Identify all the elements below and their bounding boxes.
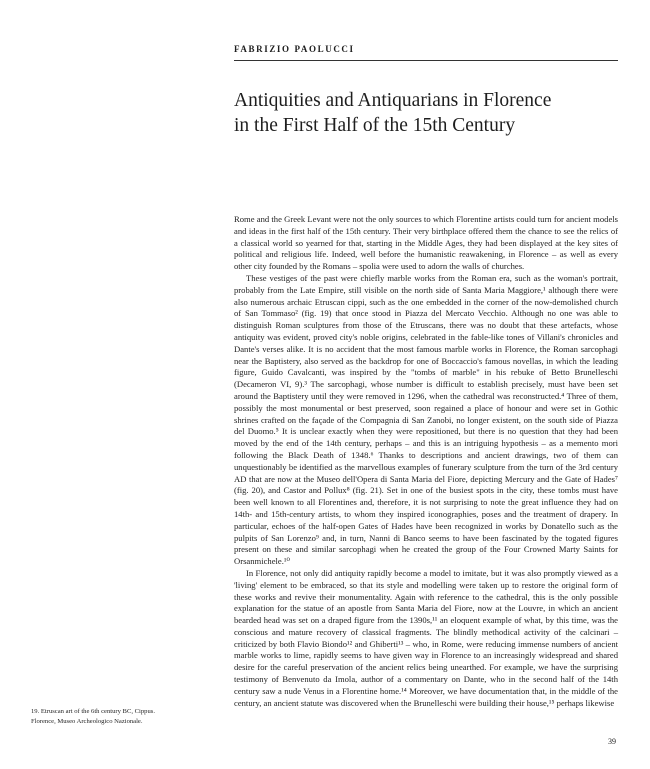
paragraph-3: In Florence, not only did antiquity rapidly become a model to imitate, but it was also promptly viewed as a 'living' element to be embraced, so that its style and modelling were taken up to restore the original form of these works and revive their monumentality. Again with reference to the cathedral, this is the only possible explanation for the statue of an apostle from Santa Maria del Fiore, now at the Louvre, in which an ancient bearded head was set on a draped figure from the 1390s,¹¹ an eloquent example of what, by this time, was the conscious and mature recovery of classical fragments. The blindly methodical activity of the calcinari – criticized by both Flavio Biondo¹² and Ghiberti¹³ – who, in Rome, were reducing immense numbers of ancient marble works to lime, rapidly seems to have given way in Florence to an increasingly widespread and shared desire for the careful preservation of the ancient relics being unearthed. For example, we have the surprising testimony of Benvenuto da Imola, author of a commentary on Dante, who in the second half of the 14th century saw a nude Venus in a Florentine home.¹⁴ Moreover, we have documentation that, in the middle of the century, an ancient statute was discovered when the Brunelleschi were building their house,¹⁵ perhaps likewise bbox=[234, 567, 618, 708]
article-body bbox=[234, 214, 618, 709]
page-number: 39 bbox=[608, 737, 616, 746]
caption-line-1: 19. Etruscan art of the 6th century BC, Cippus. bbox=[31, 708, 155, 715]
paragraph-1: Rome and the Greek Levant were not the only sources to which Florentine artists could turn for ancient models and ideas in the first half of the 15th century. Their very birthplace offered them the chance to see the relics of a classical world so yearned for that, starting in the Middle Ages, they had been displayed at the key sites of political and religious life. Indeed, well before the humanistic reawakening, in Florence – as well as every other city founded by the Romans – spolia were used to adorn the walls of churches. bbox=[234, 214, 618, 272]
caption-line-2: Florence, Museo Archeologico Nazionale. bbox=[31, 718, 143, 725]
article-title bbox=[234, 88, 624, 138]
title-line-2: in the First Half of the 15th Century bbox=[234, 115, 516, 136]
figure-caption bbox=[31, 707, 211, 727]
running-header-author: FABRIZIO PAOLUCCI bbox=[234, 44, 355, 54]
paragraph-2: These vestiges of the past were chiefly marble works from the Roman era, such as the woman's portrait, probably from the Late Empire, still visible on the north side of Santa Maria Maggiore,¹ although there were also numerous archaic Etruscan cippi, such as the one embedded in the corner of the now-demolished church of San Tommaso² (fig. 19) that once stood in Piazza del Mercato Vecchio. Although no one was able to distinguish Roman sculptures from those of the Etruscans, there was no doubt that these artefacts, whose antiquity was evident, proved city's noble origins, celebrated in the fable-like tones of Villani's chronicles and Dante's verses alike. It is no accident that the most famous marble works in Florence, the Roman sarcophagi near the Baptistery, also served as the backdrop for one of Boccaccio's famous novellas, in which the leading figure, Guido Cavalcanti, was inspired by the "tombs of marble" in his rebuke of Betto Brunelleschi (Decameron VI, 9).³ The sarcophagi, whose number is difficult to establish precisely, must have been set around the Baptistery until they were removed in 1296, when the cathedral was reconstructed.⁴ Three of them, possibly the most monumental or best preserved, soon regained a place of honour and were set in Gothic shrines crafted on the façade of the Compagnia di San Zanobi, no longer existent, on the south side of Piazza del Duomo.⁵ It is unclear exactly when they were repositioned, but there is no question that they had been moved by the end of the 14th century, perhaps – and this is an intriguing hypothesis – as a memento mori following the Black Death of 1348.⁶ Thanks to descriptions and ancient drawings, two of them can unquestionably be identified as the marvellous examples of funerary sculpture from the turn of the 3rd century AD that are now at the Museo dell'Opera di Santa Maria del Fiore, depicting Mercury and the Gate of Hades⁷ (fig. 20), and Castor and Pollux⁸ (fig. 21). Set in one of the busiest spots in the city, these tombs must have been well known to all Florentines and, therefore, it is not surprising to note the great influence they had on 14th- and 15th-century artists, to whom they inspired iconographies, poses and the treatment of drapery. In particular, echoes of the half-open Gates of Hades have been recognized in works by Donatello such as the pulpits of San Lorenzo⁹ and, in turn, Nanni di Banco seems to have been fascinated by the togated figures present on these and similar sarcophagi when he created the group of the Four Crowned Marty Saints for Orsanmichele.¹⁰ bbox=[234, 272, 618, 567]
title-line-1: Antiquities and Antiquarians in Florence bbox=[234, 90, 552, 111]
header-rule bbox=[234, 60, 618, 61]
